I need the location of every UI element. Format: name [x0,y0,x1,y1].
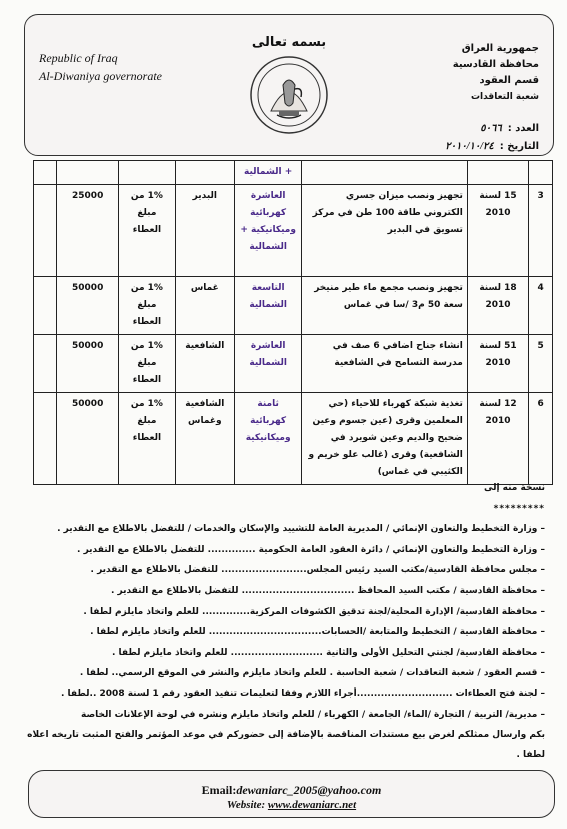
row-number-cell [529,161,553,185]
list-item: – مجلس محافظة القادسية/مكتب السيد رئيس المجلس......................... للتفضل بالاطلاع مع التقدير . [90,565,545,576]
email-label: Email: [201,783,237,797]
amount-cell [57,161,119,185]
list-item: – قسم العقود / شعبة التعاقدات / شعبة الحاسبة . للعلم واتخاذ مايلزم والنشر في الموقع الرسمي.. لطفا . [79,668,545,679]
table-row [34,185,553,277]
footer [28,770,555,818]
email-link[interactable]: dewaniarc_2005@yahoo.com [236,783,382,797]
governorate-name-ar: محافظة القادسية [452,59,539,70]
tender-ref-cell: 12 لسنة 2010 [467,393,528,485]
empty-cell [34,161,57,185]
table-row [34,335,553,393]
fee-cell: 1% من مبلغ العطاء [119,393,175,485]
country-name-en: Republic of Iraq [39,51,118,65]
list-item: – محافظة القادسية/ لجنتي التحليل الأولى والثانية ........................... للعلم واتخاذ مايلزم لطفا . [111,647,545,658]
tender-ref-cell: 18 لسنة 2010 [467,277,528,335]
amount-cell: 50000 [57,393,119,485]
english-letterhead [39,49,162,85]
list-item: – محافظة القادسية/ الإدارة المحلية/لجنة تدقيق الكشوفات المركزية.............. للعلم واتخاذ مايلزم لطفا . [83,606,545,617]
closing-text: بكم وارسال ممثلكم لغرض بيع مستندات المناقصة بالإضافة إلى حضوركم في موعد المؤتمر والفتح المثبت تاريخه اعلاه لطفا . [27,730,545,761]
tender-ref-cell: 51 لسنة 2010 [467,335,528,393]
empty-cell [34,335,57,393]
list-item: – لجنة فتح العطاءات ............................أجراء اللازم وفقا لتعليمات تنفيذ العقود رقم 1 لسنة 2008 ..لطفا . [61,688,545,699]
row-number-cell: 5 [529,335,553,393]
fee-cell [119,161,175,185]
copies-heading: نسخة منه إلى [483,483,545,493]
list-item: – محافظة القادسية / التخطيط والمتابعة /الحسابات................................. للعلم واتخاذ مايلزم لطفا . [90,627,545,638]
tender-description-cell: تجهيز ونصب مجمع ماء طير منيخر سعة 50 م3 /سا في غماس [302,277,468,335]
location-cell: غماس [175,277,234,335]
empty-cell [34,393,57,485]
amount-cell: 50000 [57,277,119,335]
website-line [29,799,554,811]
tender-description-cell: انشاء جناح اضافي 6 صف في مدرسة التسامح في الشافعية [302,335,468,393]
empty-cell [34,185,57,277]
tender-ref-cell [467,161,528,185]
governorate-name-en: Al-Diwaniya governorate [39,69,162,83]
fee-cell: 1% من مبلغ العطاء [119,277,175,335]
row-number-cell: 4 [529,277,553,335]
list-item: – وزارة التخطيط والتعاون الإنمائي / دائرة العقود العامة الحكومية .............. للتفضل بالاطلاع مع التقدير . [77,544,545,555]
contractor-class-cell: العاشرة كهربائية وميكانيكية + الشمالية [235,185,302,277]
location-cell: الشافعية وغماس [175,393,234,485]
stars-divider: ********* [493,503,545,514]
date-value: ٢٠١٠/١٠/٢٤ [445,141,494,152]
contractor-class-cell: + الشمالية [235,161,302,185]
location-cell: الشافعية [175,335,234,393]
date-label: التاريخ : [499,141,539,152]
distribution-list [25,478,545,765]
row-number-cell: 3 [529,185,553,277]
row-number-cell: 6 [529,393,553,485]
letterhead [24,14,554,156]
letter-reference [445,120,539,156]
contractor-class-cell: العاشرة الشمالية [235,335,302,393]
tender-description-cell [302,161,468,185]
tenders-table [33,160,553,485]
contractor-class-cell: ثامنة كهربائية وميكانيكية [235,393,302,485]
empty-cell [34,277,57,335]
amount-cell: 50000 [57,335,119,393]
contractor-class-cell: التاسعة الشمالية [235,277,302,335]
table-row [34,161,553,185]
amount-cell: 25000 [57,185,119,277]
fee-cell: 1% من مبلغ العطاء [119,185,175,277]
tender-description-cell: تغذية شبكة كهرباء للاحياء (حي المعلمين وقرى (عين جسوم وعين ضحيح والديم وعين شويرد في الشافعية) وقرى (غالب علو خريم و الكثيبي في غماس) [302,393,468,485]
website-label: Website: [226,799,266,811]
location-cell: البدير [175,185,234,277]
number-label: العدد : [507,123,539,134]
table-row [34,393,553,485]
website-link[interactable]: www.dewaniarc.net [267,799,357,811]
fee-cell: 1% من مبلغ العطاء [119,335,175,393]
arabic-letterhead [453,41,539,105]
location-cell [175,161,234,185]
country-name-ar: جمهورية العراق [461,43,539,54]
list-item: – مديرية/ التربية / التجارة /الماء/ الجامعة / الكهرباء / للعلم واتخاذ مايلزم ونشره في لوحة الإعلانات الخاصة [80,709,545,720]
tender-ref-cell: 15 لسنة 2010 [467,185,528,277]
number-value: ٥٠٦٦ [480,123,502,134]
table-row [34,277,553,335]
list-item: – وزارة التخطيط والتعاون الإنمائي / المديرية العامة للتشييد والإسكان والخدمات / للتفضل بالاطلاع مع التقدير . [57,524,545,535]
department-name-ar: قسم العقود [479,75,539,86]
governorate-seal-icon [249,55,329,135]
section-name-ar: شعبة التعاقدات [470,92,539,102]
email-line [29,783,554,798]
tender-description-cell: تجهيز ونصب ميزان جسري الكتروني طاقة 100 طن في مركز تسويق في البدير [302,185,468,277]
list-item: – محافظة القادسية / مكتب السيد المحافظ ................................. للتفضل بالاطلاع مع التقدير . [110,585,545,596]
basmala: بسمه تعالى [251,35,327,50]
